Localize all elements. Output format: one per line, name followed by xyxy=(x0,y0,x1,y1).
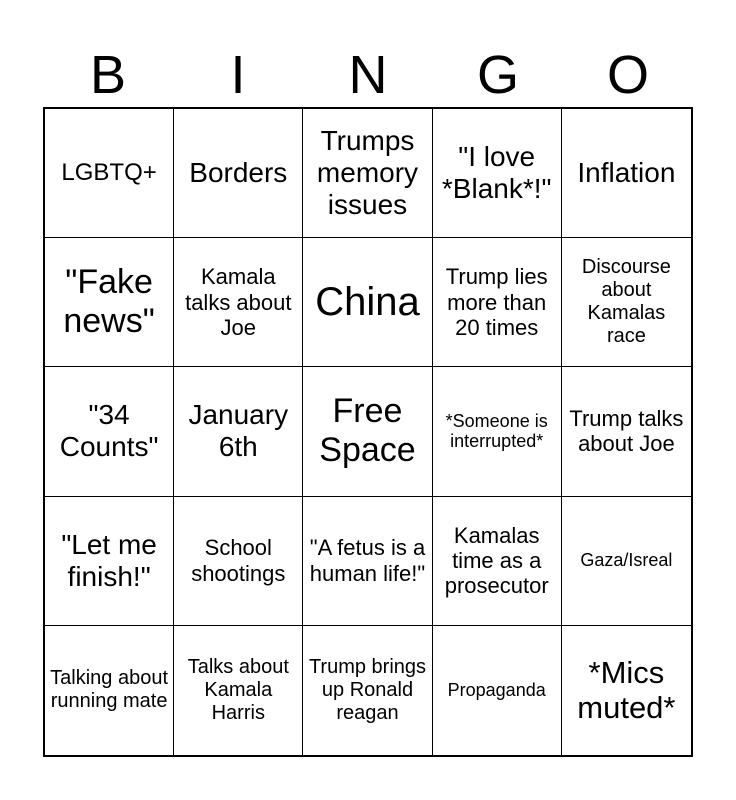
bingo-cell[interactable] xyxy=(174,238,303,367)
bingo-cell[interactable] xyxy=(45,497,174,626)
bingo-board xyxy=(43,107,693,757)
cell-text: Kamalas time as a prosecutor xyxy=(444,522,549,599)
cell-text: Gaza/Isreal xyxy=(580,550,673,571)
header-letter-o: O xyxy=(606,45,649,105)
bingo-cell[interactable] xyxy=(45,109,174,238)
cell-text: Trump talks about Joe xyxy=(569,406,684,457)
cell-text: January 6th xyxy=(188,399,289,463)
header-letter-b: B xyxy=(89,45,127,105)
cell-text: Kamala talks about Joe xyxy=(185,264,292,340)
cell-text: Trumps memory issues xyxy=(316,124,419,221)
bingo-cell[interactable] xyxy=(433,109,562,238)
cell-text: "Let me finish!" xyxy=(61,528,157,592)
bingo-cell free-space[interactable] xyxy=(303,367,432,496)
header-letter-g: G xyxy=(476,45,519,105)
bingo-cell[interactable] xyxy=(433,497,562,626)
cell-text: Talks about Kamala Harris xyxy=(187,655,289,724)
bingo-cell[interactable] xyxy=(562,367,691,496)
cell-text: Inflation xyxy=(577,157,676,188)
cell-text: Propaganda xyxy=(447,680,546,701)
cell-text: "Fake news" xyxy=(63,263,155,341)
cell-text: "I love *Blank*!" xyxy=(441,140,552,205)
cell-text: School shootings xyxy=(191,535,286,586)
bingo-cell[interactable] xyxy=(433,238,562,367)
cell-text: Discourse about Kamalas race xyxy=(581,256,671,348)
bingo-cell[interactable] xyxy=(562,626,691,755)
cell-text: Trump lies more than 20 times xyxy=(445,264,548,340)
bingo-cell[interactable] xyxy=(45,626,174,755)
bingo-cell[interactable] xyxy=(45,367,174,496)
bingo-cell[interactable] xyxy=(562,497,691,626)
bingo-cell[interactable] xyxy=(174,497,303,626)
cell-text: China xyxy=(315,280,420,325)
cell-text: *Mics muted* xyxy=(577,654,676,726)
cell-text: "A fetus is a human life!" xyxy=(309,535,426,586)
cell-text: Free Space xyxy=(319,392,416,470)
cell-text: Trump brings up Ronald reagan xyxy=(308,655,427,724)
bingo-cell[interactable] xyxy=(174,367,303,496)
cell-text: *Someone is interrupted* xyxy=(445,410,548,452)
header-letter-n: N xyxy=(348,45,388,105)
cell-text: LGBTQ+ xyxy=(61,159,157,187)
bingo-cell[interactable] xyxy=(562,109,691,238)
bingo-header xyxy=(43,44,693,106)
bingo-cell[interactable] xyxy=(303,238,432,367)
bingo-cell[interactable] xyxy=(45,238,174,367)
bingo-cell[interactable] xyxy=(303,497,432,626)
bingo-cell[interactable] xyxy=(303,109,432,238)
bingo-cell[interactable] xyxy=(303,626,432,755)
bingo-cell[interactable] xyxy=(562,238,691,367)
bingo-cell[interactable] xyxy=(433,367,562,496)
cell-text: Talking about running mate xyxy=(50,667,169,713)
cell-text: Borders xyxy=(189,157,288,188)
bingo-cell[interactable] xyxy=(433,626,562,755)
header-letter-i: I xyxy=(230,45,246,105)
cell-text: "34 Counts" xyxy=(59,399,159,463)
bingo-cell[interactable] xyxy=(174,626,303,755)
bingo-cell[interactable] xyxy=(174,109,303,238)
